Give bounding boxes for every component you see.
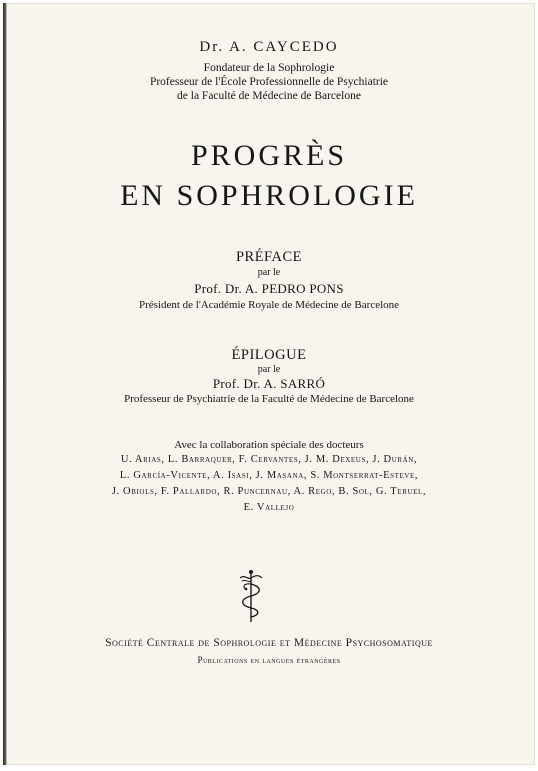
preface-author-description: Président de l'Académie Royale de Médecine de Barcelone bbox=[138, 299, 400, 311]
preface-by: par le bbox=[257, 267, 281, 278]
book-title-line-2: EN SOPHROLOGIE bbox=[120, 179, 418, 212]
author-name: Dr. A. CAYCEDO bbox=[199, 39, 339, 55]
collaborators-line-1: U. Arias, L. Barraquer, F. Cervantes, J. M. Dexeus, J. Durán, bbox=[120, 454, 418, 465]
author-credential-1: Fondateur de la Sophrologie bbox=[203, 62, 335, 74]
collaborators-line-4: E. Vallejo bbox=[243, 502, 295, 513]
epilogue-by: par le bbox=[257, 364, 281, 375]
author-credential-2: Professeur de l'École Professionnelle de Psychiatrie bbox=[149, 76, 389, 88]
epilogue-author: Prof. Dr. A. SARRÓ bbox=[212, 376, 326, 391]
collaborators-line-2: L. García-Vicente, A. Isasi, J. Masana, S. Montserrat-Esteve, bbox=[119, 470, 419, 481]
collaborators-line-3: J. Obiols, F. Pallardo, R. Puncernau, A. Rego, B. Sol, G. Teruel, bbox=[111, 486, 427, 497]
caduceus-icon bbox=[234, 568, 268, 624]
preface-heading: PRÉFACE bbox=[235, 249, 303, 265]
epilogue-heading: ÉPILOGUE bbox=[231, 347, 307, 363]
publisher-name: Société Centrale de Sophrologie et Médecine Psychosomatique bbox=[105, 637, 433, 649]
author-credential-3: de la Faculté de Médecine de Barcelone bbox=[177, 90, 361, 102]
title-page bbox=[3, 3, 535, 765]
collaboration-intro: Avec la collaboration spéciale des docteurs bbox=[174, 439, 364, 451]
book-title-line-1: PROGRÈS bbox=[190, 139, 348, 172]
publisher-subline: Publications en langues étrangères bbox=[197, 655, 341, 665]
preface-author: Prof. Dr. A. PEDRO PONS bbox=[194, 281, 344, 296]
epilogue-author-description: Professeur de Psychiatrie de la Faculté de Médecine de Barcelone bbox=[124, 393, 414, 405]
